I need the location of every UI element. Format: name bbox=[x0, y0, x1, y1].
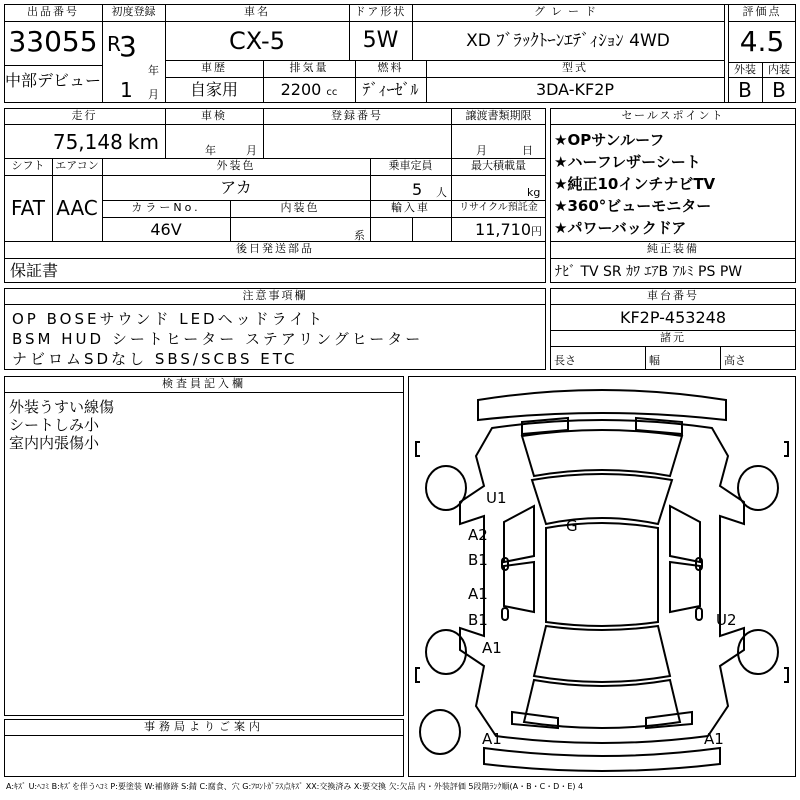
color-no-header: カラーNo. bbox=[131, 201, 201, 214]
history: 自家用 bbox=[189, 80, 238, 99]
recycle-header: リサイクル預託金 bbox=[459, 202, 538, 213]
car-name-header: 車名 bbox=[244, 5, 270, 18]
later-parts-header: 後日発送部品 bbox=[236, 242, 314, 255]
displacement-unit: cc bbox=[326, 87, 338, 98]
mileage-unit: km bbox=[127, 130, 159, 154]
shift: FAT bbox=[10, 196, 45, 220]
inspection-month-unit: 月 bbox=[246, 144, 257, 157]
reg-era: R bbox=[107, 32, 121, 56]
history-header: 車歴 bbox=[201, 61, 227, 74]
damage-mark: B1 bbox=[468, 611, 488, 629]
capacity-unit: 人 bbox=[436, 186, 447, 199]
damage-mark: B1 bbox=[468, 551, 488, 569]
note-line: OP BOSEサウンド LEDヘッドライト bbox=[12, 310, 326, 328]
recycle bbox=[451, 218, 546, 243]
mileage bbox=[4, 126, 165, 160]
inspector-note: シートしみ小 bbox=[9, 416, 100, 434]
transfer-day-unit: 日 bbox=[522, 144, 533, 157]
inspector-note: 外装うすい線傷 bbox=[9, 398, 115, 416]
mileage-value: 75,148 bbox=[52, 130, 123, 154]
note-line: BSM HUD シートヒーター ステアリングヒーター bbox=[12, 330, 424, 348]
sales-point: ★ハーフレザーシート bbox=[554, 153, 701, 171]
standard-equipment: ﾅﾋﾞ TV SR ｶﾜ ｴｱB ｱﾙﾐ PS PW bbox=[555, 264, 743, 280]
length-label: 長さ bbox=[554, 354, 576, 367]
grade: XD ﾌﾞﾗｯｸﾄｰﾝｴﾃﾞｨｼｮﾝ 4WD bbox=[466, 31, 670, 51]
inspector-note: 室内内張傷小 bbox=[9, 434, 100, 452]
chassis-no: KF2P-453248 bbox=[619, 308, 727, 327]
standard-equipment-header: 純正装備 bbox=[647, 242, 699, 255]
color-name: アカ bbox=[220, 178, 252, 197]
interior-color-suffix: 系 bbox=[354, 229, 365, 242]
reg-no-header: 登録番号 bbox=[331, 109, 383, 122]
lot-number: 33055 bbox=[8, 25, 98, 58]
import-header: 輸入車 bbox=[391, 201, 430, 214]
inspector-header: 検査員記入欄 bbox=[162, 377, 246, 390]
door-header: ドア形状 bbox=[354, 5, 407, 18]
inspection-year-unit: 年 bbox=[205, 144, 216, 157]
inspection-header: 車検 bbox=[201, 109, 227, 122]
sales-point: ★360°ビューモニター bbox=[554, 197, 712, 215]
mileage-header: 走行 bbox=[71, 109, 98, 122]
damage-mark: A1 bbox=[704, 730, 724, 748]
office-header: 事務局よりご案内 bbox=[144, 720, 264, 733]
transfer-header: 譲渡書類期限 bbox=[465, 109, 532, 122]
damage-mark: A1 bbox=[482, 639, 502, 657]
recycle-value: 11,710 bbox=[475, 220, 531, 239]
displacement bbox=[263, 78, 355, 105]
width-label: 幅 bbox=[649, 354, 660, 367]
damage-mark: A1 bbox=[482, 730, 502, 748]
dimensions-header: 諸元 bbox=[660, 331, 686, 344]
interior-color-header: 内装色 bbox=[280, 201, 320, 214]
notes-header: 注意事項欄 bbox=[242, 289, 308, 302]
displacement-value: 2200 bbox=[280, 80, 322, 99]
damage-mark: U2 bbox=[716, 611, 737, 629]
later-parts: 保証書 bbox=[10, 261, 59, 280]
sales-point: ★OPサンルーフ bbox=[554, 131, 665, 149]
first-reg-header: 初度登録 bbox=[111, 5, 156, 18]
door-type: 5W bbox=[362, 28, 399, 53]
max-load-unit: kg bbox=[527, 186, 541, 199]
color-header: 外装色 bbox=[216, 159, 256, 172]
fuel: ﾃﾞｨｰｾﾞﾙ bbox=[362, 80, 419, 99]
venue: 中部デビュー bbox=[4, 71, 101, 90]
reg-month-unit: 月 bbox=[148, 88, 159, 101]
lot-no-header: 出品番号 bbox=[27, 5, 79, 18]
reg-year: 3 bbox=[119, 30, 137, 63]
recycle-unit: 円 bbox=[531, 225, 542, 238]
reg-year-unit: 年 bbox=[148, 64, 159, 77]
model-code-header: 型式 bbox=[562, 61, 588, 74]
transfer-month-unit: 月 bbox=[476, 144, 487, 157]
reg-month: 1 bbox=[120, 78, 133, 102]
car-name: CX-5 bbox=[229, 27, 285, 55]
note-line: ナビロムSDなし SBS/SCBS ETC bbox=[12, 350, 298, 368]
aircon-header: エアコン bbox=[55, 159, 99, 172]
sales-point: ★パワーバックドア bbox=[554, 219, 687, 237]
displacement-header: 排気量 bbox=[289, 61, 329, 74]
car-diagram bbox=[408, 376, 796, 777]
model-code: 3DA-KF2P bbox=[535, 80, 615, 99]
capacity-value: 5 bbox=[412, 180, 423, 199]
sales-point: ★純正10インチナビTV bbox=[554, 175, 716, 193]
height-label: 高さ bbox=[724, 354, 746, 367]
exterior-header: 外装 bbox=[734, 63, 756, 76]
aircon: AAC bbox=[56, 196, 98, 220]
grade-header: グレード bbox=[534, 5, 602, 18]
exterior-grade: B bbox=[738, 78, 752, 102]
chassis-header: 車台番号 bbox=[647, 289, 699, 302]
color-no: 46V bbox=[150, 220, 182, 239]
score-header: 評価点 bbox=[742, 5, 782, 18]
capacity-header: 乗車定員 bbox=[388, 159, 433, 172]
damage-mark: U1 bbox=[486, 489, 507, 507]
interior-grade: B bbox=[772, 78, 786, 102]
interior-header: 内装 bbox=[768, 63, 790, 76]
legend: A:ｷｽﾞ U:ﾍｺﾐ B:ｷｽﾞを伴うﾍｺﾐ P:要塗装 W:補修跡 S:錆 C:腐食、穴 G:ﾌﾛﾝﾄｶﾞﾗｽ点ｷｽﾞ XX:交換済み X:要交換 欠:欠品 内・外装評価 5段階ﾗﾝｸ順(A・B・C・D・E) 4 bbox=[6, 782, 584, 791]
damage-mark: G bbox=[566, 517, 578, 535]
score: 4.5 bbox=[739, 25, 785, 58]
max-load-header: 最大積載量 bbox=[471, 159, 526, 172]
damage-mark: A1 bbox=[468, 585, 488, 603]
shift-header: シフト bbox=[11, 159, 45, 172]
sales-header: セールスポイント bbox=[621, 109, 725, 122]
fuel-header: 燃料 bbox=[377, 61, 404, 74]
damage-mark: A2 bbox=[468, 526, 488, 544]
